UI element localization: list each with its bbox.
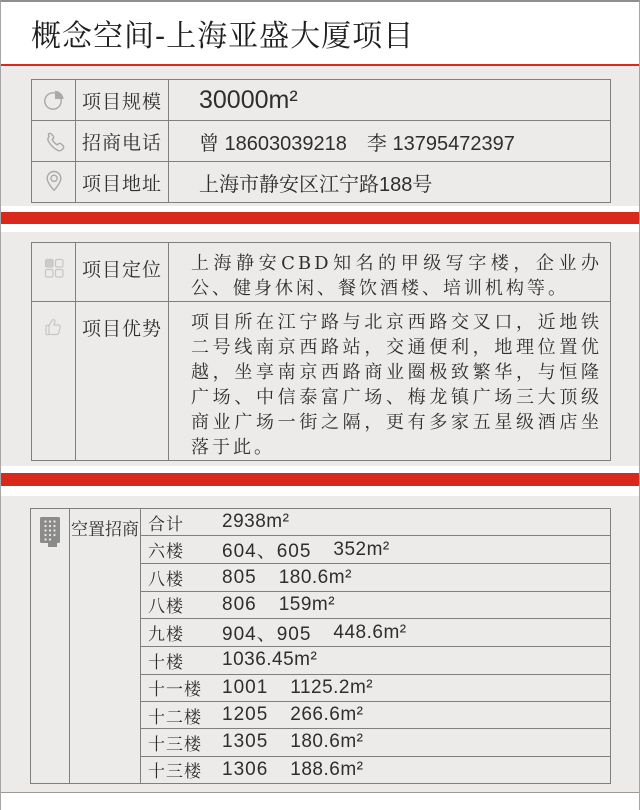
area-value: 180.6m² xyxy=(278,566,352,588)
divider-gap xyxy=(1,466,639,473)
info-label: 项目地址 xyxy=(76,162,169,203)
list-item xyxy=(141,509,610,536)
location-pin-icon xyxy=(42,172,66,191)
table-row xyxy=(32,80,611,121)
floor-label: 十三楼 xyxy=(148,762,202,783)
title-bar xyxy=(1,2,639,66)
phone-icon xyxy=(42,131,66,150)
vacancy-rows xyxy=(141,509,610,783)
room-numbers: 904、905 xyxy=(222,624,312,646)
list-item xyxy=(141,702,610,729)
vacancy-panel xyxy=(1,496,639,792)
vacancy-table xyxy=(30,508,611,784)
details-label: 项目定位 xyxy=(76,243,169,302)
room-numbers: 1306 xyxy=(222,758,269,780)
area-value: 448.6m² xyxy=(333,621,407,643)
floor-label: 合计 xyxy=(148,514,184,535)
area-value: 1125.2m² xyxy=(290,676,374,698)
project-positioning-text: 上海静安CBD知名的甲级写字楼，企业办公、健身休闲、餐饮酒楼、培训机构等。 xyxy=(169,243,611,302)
floor-label: 十一楼 xyxy=(148,680,202,701)
red-divider-bar xyxy=(1,473,639,486)
area-value: 1036.45m² xyxy=(222,649,318,671)
table-row xyxy=(32,302,611,461)
floor-label: 十楼 xyxy=(148,652,184,673)
table-row xyxy=(32,243,611,302)
area-value: 266.6m² xyxy=(290,704,364,726)
room-numbers: 1001 xyxy=(222,676,269,698)
area-value: 2938m² xyxy=(222,511,290,533)
table-row xyxy=(32,121,611,162)
project-advantage-text: 项目所在江宁路与北京西路交叉口，近地铁二号线南京西路站，交通便利，地理位置优越，坐享南京西路商业圈极致繁华，与恒隆广场、中信泰富广场、梅龙镇广场三大顶级商业广场一街之隔，更有多家五星级酒店坐落于此。 xyxy=(169,302,611,461)
floor-label: 十三楼 xyxy=(148,734,202,755)
thumbs-up-icon xyxy=(42,316,66,335)
details-label: 项目优势 xyxy=(76,302,169,461)
area-value: 188.6m² xyxy=(290,758,364,780)
list-item xyxy=(141,647,610,674)
info-table xyxy=(31,79,611,203)
floor-label: 八楼 xyxy=(148,570,184,591)
floor-label: 八楼 xyxy=(148,597,184,618)
room-numbers: 1305 xyxy=(222,731,269,753)
divider-gap xyxy=(1,224,639,232)
pie-chart-icon xyxy=(42,90,66,109)
red-divider-bar xyxy=(1,212,639,224)
area-value: 180.6m² xyxy=(290,731,364,753)
floor-label: 十二楼 xyxy=(148,707,202,728)
floor-label: 六楼 xyxy=(148,542,184,563)
contact-phone-value: 曾 18603039218 李 13795472397 xyxy=(169,121,611,162)
list-item xyxy=(141,619,610,647)
area-value: 159m² xyxy=(278,593,336,615)
info-label: 项目规模 xyxy=(76,80,169,121)
list-item xyxy=(141,564,610,591)
divider-gap xyxy=(1,486,639,496)
table-row xyxy=(32,162,611,203)
info-panel xyxy=(1,66,639,206)
room-numbers: 604、605 xyxy=(222,541,312,563)
page-title: 概念空间-上海亚盛大厦项目 xyxy=(31,19,415,54)
list-item xyxy=(141,729,610,756)
details-table xyxy=(31,242,611,461)
room-numbers: 1205 xyxy=(222,704,269,726)
list-item xyxy=(141,536,610,564)
project-scale-value: 30000m² xyxy=(169,80,611,121)
room-numbers: 805 xyxy=(222,566,257,588)
list-item xyxy=(141,592,610,619)
details-panel xyxy=(1,232,639,466)
building-icon xyxy=(35,522,65,541)
area-value: 352m² xyxy=(333,538,390,560)
bottom-strip xyxy=(1,792,639,810)
grid-icon xyxy=(41,258,67,277)
floor-label: 九楼 xyxy=(148,625,184,646)
info-label: 招商电话 xyxy=(76,121,169,162)
list-item xyxy=(141,757,610,783)
project-address-value: 上海市静安区江宁路188号 xyxy=(169,162,611,203)
list-item xyxy=(141,675,610,702)
vacancy-label: 空置招商 xyxy=(70,509,141,783)
room-numbers: 806 xyxy=(222,593,257,615)
